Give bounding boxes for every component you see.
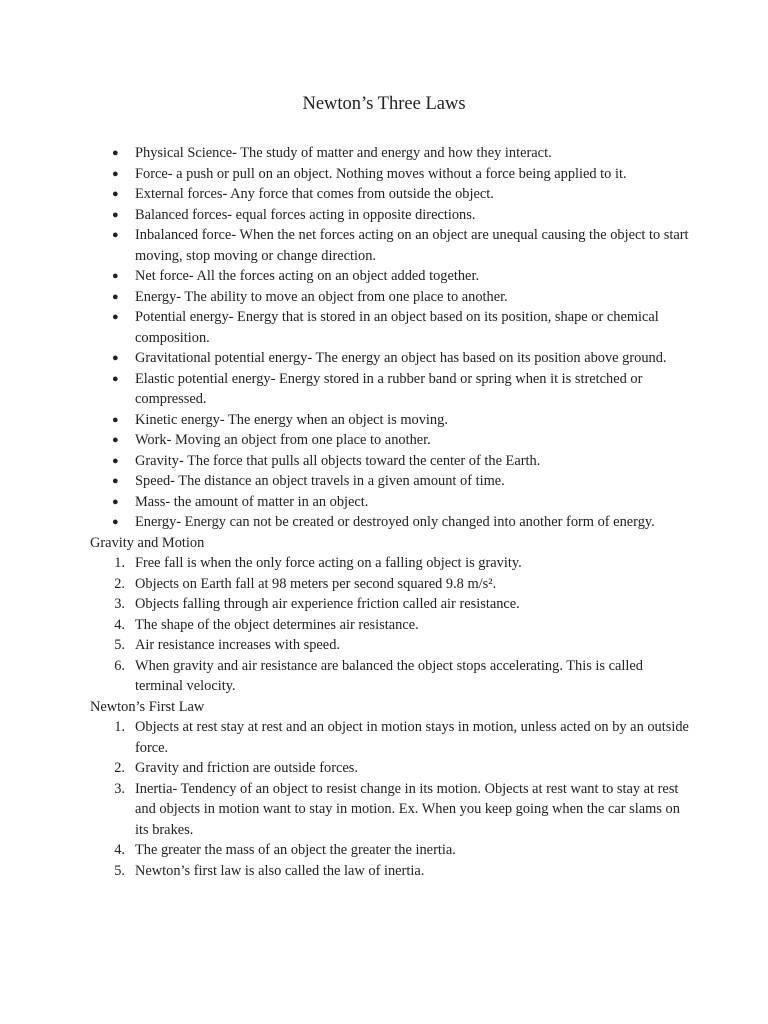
list-number: 1. — [114, 555, 125, 571]
list-item — [90, 307, 690, 348]
gravity-and-motion-list — [90, 553, 690, 697]
list-item-text: Energy- Energy can not be created or destroyed only changed into another form of energy. — [135, 514, 655, 530]
section-heading-gravity-and-motion: Gravity and Motion — [90, 534, 205, 551]
list-item-text: Physical Science- The study of matter and energy and how they interact. — [135, 145, 552, 161]
list-item — [90, 143, 690, 164]
list-number: 5. — [114, 862, 125, 879]
bullet-icon: ● — [112, 208, 119, 221]
list-item-text: Gravity- The force that pulls all objects toward the center of the Earth. — [135, 452, 541, 469]
bullet-icon: ● — [112, 434, 119, 446]
list-item-text: Net force- All the forces acting on an object added together. — [135, 268, 480, 284]
list-item — [90, 512, 690, 533]
list-item — [90, 410, 690, 431]
list-item-text: Free fall is when the only force acting on a falling object is gravity. — [135, 555, 522, 571]
list-item — [90, 717, 690, 758]
document-content — [90, 143, 690, 881]
list-number: 3. — [114, 780, 125, 797]
list-number: 4. — [114, 616, 125, 633]
list-item — [90, 779, 690, 841]
list-item — [90, 266, 690, 287]
list-item — [90, 164, 690, 185]
section-heading-newtons-first-law: Newton’s First Law — [90, 698, 205, 715]
list-item-text: Energy- The ability to move an object from one place to another. — [135, 288, 508, 305]
list-item — [90, 574, 690, 595]
list-number: 6. — [114, 657, 125, 674]
list-item — [90, 287, 690, 308]
list-item — [90, 840, 690, 861]
definitions-list — [90, 143, 690, 533]
list-item-text: External forces- Any force that comes from outside the object. — [135, 186, 494, 202]
list-item — [90, 492, 690, 513]
list-item — [90, 348, 690, 369]
list-item-text: Force- a push or pull on an object. Nothing moves without a force being applied to it. — [135, 165, 627, 182]
list-item-text: When gravity and air resistance are balanced the object stops accelerating. This is called terminal velocity. — [135, 657, 643, 694]
list-item — [90, 184, 690, 205]
bullet-icon: ● — [112, 413, 119, 426]
list-item — [90, 758, 690, 779]
list-number: 2. — [114, 760, 125, 776]
list-item-text: The greater the mass of an object the greater the inertia. — [135, 842, 456, 858]
bullet-icon: ● — [112, 495, 119, 508]
bullet-icon: ● — [112, 454, 119, 467]
list-item — [90, 451, 690, 472]
bullet-icon: ● — [112, 372, 119, 385]
list-item — [90, 635, 690, 656]
list-number: 2. — [114, 575, 125, 592]
list-item — [90, 471, 690, 492]
page-title: Newton’s Three Laws — [302, 94, 466, 114]
list-item-text: Air resistance increases with speed. — [135, 637, 340, 653]
list-number: 5. — [114, 637, 125, 653]
list-item-text: Work- Moving an object from one place to another. — [135, 432, 431, 448]
list-item-text: Objects at rest stay at rest and an object in motion stays in motion, unless acted on by an outside force. — [135, 719, 689, 756]
bullet-icon: ● — [112, 229, 119, 241]
list-item — [90, 656, 690, 697]
list-item — [90, 615, 690, 636]
bullet-icon: ● — [112, 167, 119, 180]
bullet-icon: ● — [112, 147, 119, 159]
bullet-icon: ● — [112, 270, 119, 282]
list-item — [90, 205, 690, 226]
list-item-text: Mass- the amount of matter in an object. — [135, 493, 369, 510]
list-number: 3. — [114, 596, 125, 612]
list-item-text: Objects on Earth fall at 98 meters per second squared 9.8 m/s². — [135, 575, 497, 592]
list-item-text: The shape of the object determines air resistance. — [135, 616, 419, 633]
bullet-icon: ● — [112, 311, 119, 323]
bullet-icon: ● — [112, 516, 119, 528]
list-number: 4. — [114, 842, 125, 858]
list-item-text: Elastic potential energy- Energy stored in a rubber band or spring when it is stretched or compressed. — [135, 370, 643, 407]
bullet-icon: ● — [112, 352, 119, 364]
list-item — [90, 430, 690, 451]
list-item-text: Objects falling through air experience friction called air resistance. — [135, 596, 520, 612]
list-item-text: Balanced forces- equal forces acting in opposite directions. — [135, 206, 476, 223]
list-item-text: Gravity and friction are outside forces. — [135, 760, 358, 776]
list-item — [90, 594, 690, 615]
list-item-text: Inertia- Tendency of an object to resist change in its motion. Objects at rest want to stay at rest and objects in motion want to stay in motion. Ex. When you keep going when the car slams on its brakes. — [135, 780, 680, 838]
list-item-text: Kinetic energy- The energy when an object is moving. — [135, 411, 448, 428]
list-item-text: Inbalanced force- When the net forces acting on an object are unequal causing the object to start moving, stop moving or change direction. — [135, 227, 689, 264]
list-item-text: Speed- The distance an object travels in a given amount of time. — [135, 473, 505, 489]
list-item — [90, 225, 690, 266]
list-item — [90, 369, 690, 410]
list-item-text: Gravitational potential energy- The energy an object has based on its position above ground. — [135, 350, 667, 366]
list-number: 1. — [114, 719, 125, 735]
list-item-text: Newton’s first law is also called the law of inertia. — [135, 862, 425, 879]
bullet-icon: ● — [112, 188, 119, 200]
bullet-icon: ● — [112, 290, 119, 303]
bullet-icon: ● — [112, 475, 119, 487]
list-item-text: Potential energy- Energy that is stored in an object based on its position, shape or chemical composition. — [135, 309, 659, 346]
list-item — [90, 553, 690, 574]
newtons-first-law-list — [90, 717, 690, 881]
list-item — [90, 861, 690, 882]
